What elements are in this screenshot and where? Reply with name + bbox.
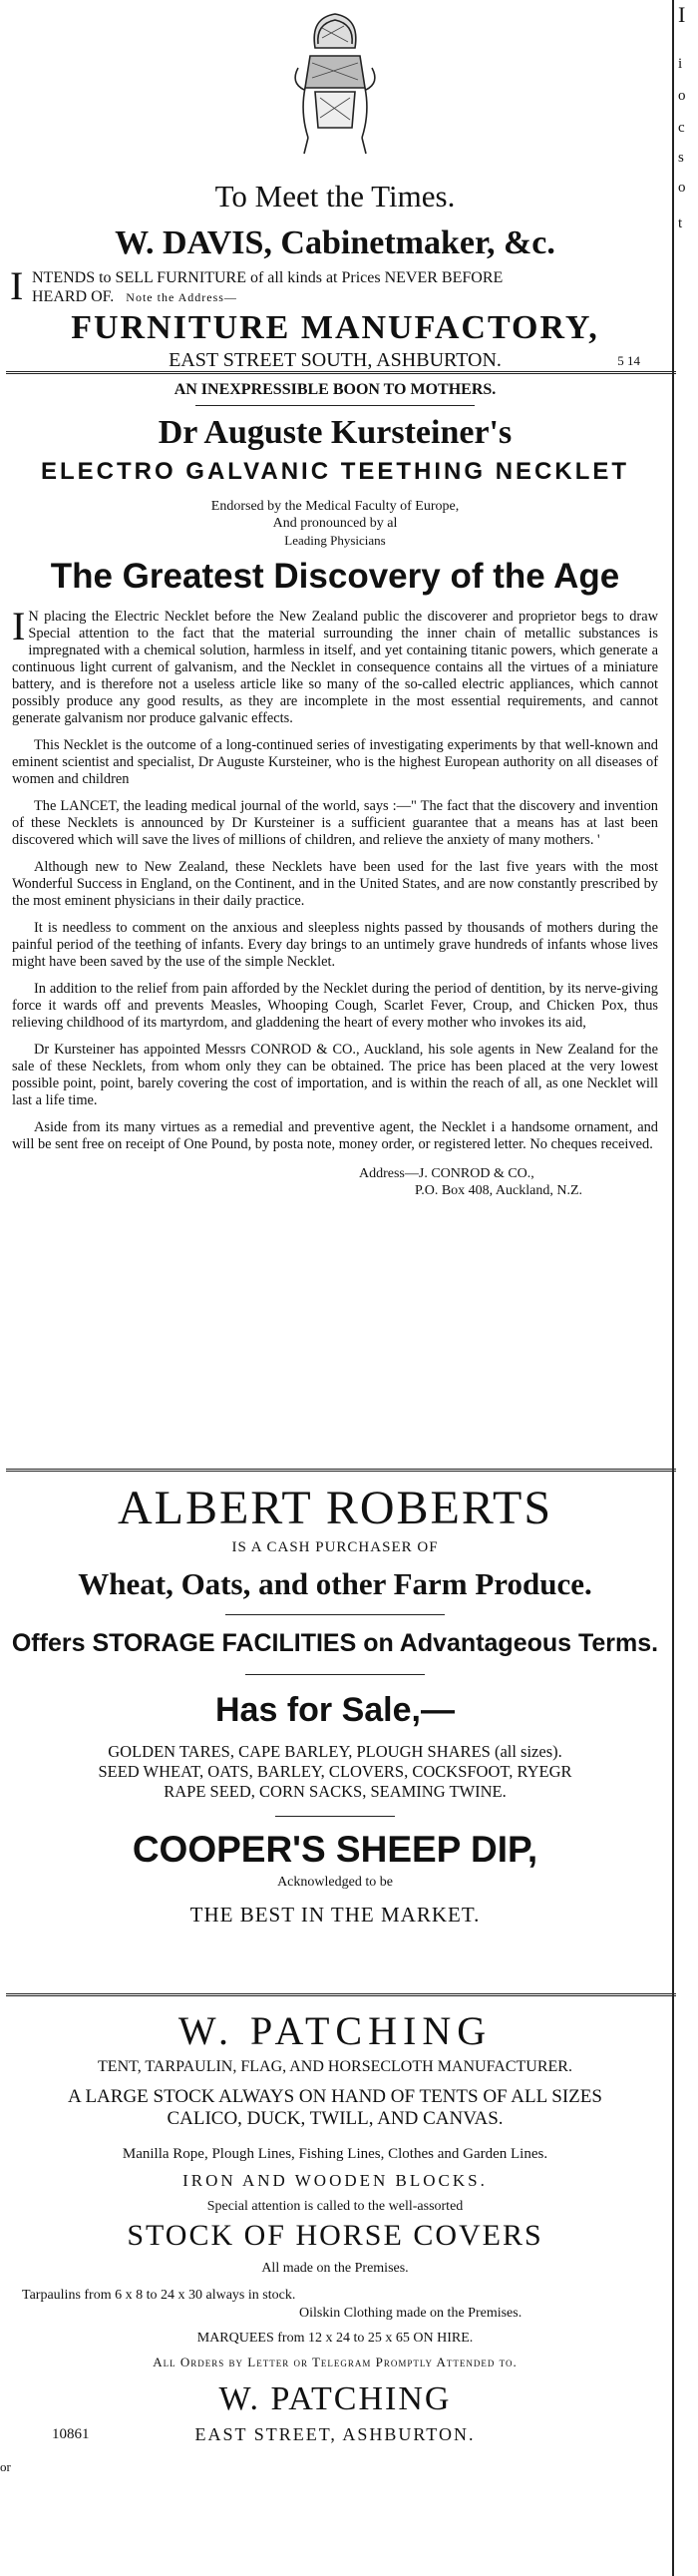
- necklet-doctor: Dr Auguste Kursteiner's: [158, 414, 513, 451]
- patching-orders: All Orders by Letter or Telegram Promptly Attended to.: [153, 2355, 518, 2369]
- necklet-advert: [0, 381, 670, 1199]
- divider: [6, 371, 676, 374]
- chair-illustration: [0, 8, 670, 163]
- davis-intends: I NTENDS to SELL FURNITURE of all kinds at Prices NEVER BEFORE HEARD OF. Note the Address—: [14, 268, 656, 307]
- small-divider: [245, 1674, 425, 1675]
- roberts-ack: Acknowledged to be: [277, 1875, 393, 1890]
- necklet-boon: AN INEXPRESSIBLE BOON TO MOTHERS.: [174, 381, 497, 398]
- patching-tarpaulins: Tarpaulins from 6 x 8 to 24 x 30 always in stock.: [22, 2288, 296, 2303]
- davis-address: EAST STREET SOUTH, ASHBURTON.: [169, 349, 502, 371]
- patching-stock-1: A LARGE STOCK ALWAYS ON HAND OF TENTS OF ALL SIZES: [68, 2086, 602, 2107]
- patching-name-2: W. PATCHING: [218, 2380, 452, 2417]
- roberts-advert: [0, 1481, 670, 1928]
- patching-covers: STOCK OF HORSE COVERS: [127, 2219, 543, 2252]
- patching-made: All made on the Premises.: [261, 2261, 409, 2276]
- edge-fragment: s: [678, 150, 684, 166]
- necklet-paragraph-3: The LANCET, the leading medical journal of the world, says :—" The fact that the discovery and invention of these Necklets is announced by Dr Kursteiner is a sufficient guarantee that a means has at last been discovered which will save the lives of millions of children, and relieve the anxiety of many mothers. ': [12, 798, 658, 848]
- edge-fragment: t: [678, 215, 683, 231]
- davis-code: 5 14: [617, 353, 640, 368]
- patching-trade: TENT, TARPAULIN, FLAG, AND HORSECLOTH MANUFACTURER.: [98, 2058, 572, 2075]
- patching-special: Special attention is called to the well-assorted: [206, 2199, 464, 2214]
- davis-heard: HEARD OF.: [32, 288, 115, 305]
- necklet-paragraph-2: This Necklet is the outcome of a long-continued series of investigating experiments by that well-known and eminent scientist and specialist, Dr Auguste Kursteiner, who is the highest European authority on all diseases of women and children: [12, 737, 658, 787]
- patching-advert: [0, 2007, 670, 2450]
- necklet-paragraph-1: [12, 604, 658, 727]
- patching-rope: Manilla Rope, Plough Lines, Fishing Lines, Clothes and Garden Lines.: [122, 2146, 548, 2162]
- patching-street: EAST STREET, ASHBURTON.: [194, 2424, 476, 2444]
- patching-stock-2: CALICO, DUCK, TWILL, AND CANVAS.: [167, 2108, 504, 2129]
- patching-number: 10861: [52, 2426, 90, 2442]
- edge-fragment: I: [678, 2, 686, 27]
- davis-name: W. DAVIS, Cabinetmaker, &c.: [115, 224, 555, 261]
- small-divider: [225, 1614, 445, 1615]
- necklet-paragraph-4: Although new to New Zealand, these Necklets have been used for the last five years with the most Wonderful Success in England, on the Continent, and in the United States, and are now constantly prescribed by the most eminent physicians in their daily practice.: [12, 859, 658, 909]
- necklet-product: ELECTRO GALVANIC TEETHING NECKLET: [40, 458, 630, 485]
- patching-blocks: IRON AND WOODEN BLOCKS.: [182, 2171, 488, 2190]
- edge-fragment: o: [678, 88, 686, 104]
- patching-marquees: MARQUEES from 12 x 24 to 25 x 65 ON HIRE.: [196, 2331, 474, 2346]
- small-divider: [275, 1816, 395, 1817]
- necklet-headline: The Greatest Discovery of the Age: [50, 557, 620, 596]
- edge-fragment-left: or: [0, 2459, 11, 2474]
- roberts-name: ALBERT ROBERTS: [117, 1482, 553, 1534]
- patching-name: W. PATCHING: [177, 2008, 493, 2053]
- necklet-endorsed-1: Endorsed by the Medical Faculty of Europe,: [210, 499, 460, 514]
- necklet-address-1: Address—J. CONROD & CO.,: [359, 1166, 534, 1181]
- column-divider: [672, 0, 674, 2576]
- roberts-is: IS A CASH PURCHASER OF: [231, 1539, 439, 1555]
- davis-manufactory: FURNITURE MANUFACTORY,: [71, 309, 599, 346]
- necklet-endorsed-3: Leading Physicians: [284, 533, 386, 548]
- davis-note: Note the Address—: [126, 290, 237, 304]
- drop-cap: I: [12, 604, 26, 648]
- necklet-address-2: P.O. Box 408, Auckland, N.Z.: [415, 1183, 582, 1198]
- edge-fragment: o: [678, 180, 686, 196]
- roberts-sale: Has for Sale,—: [215, 1691, 455, 1729]
- necklet-endorsed-2: And pronounced by al: [272, 516, 398, 531]
- roberts-best: THE BEST IN THE MARKET.: [189, 1903, 481, 1927]
- necklet-paragraph-5: It is needless to comment on the anxious and sleepless nights passed by thousands of mothers during the painful period of the teething of infants. Every day brings to an untimely grave hundreds of infants whose lives might have been saved by the use of the simple Necklet.: [12, 920, 658, 970]
- patching-oilskin: Oilskin Clothing made on the Premises.: [299, 2306, 523, 2321]
- roberts-dip: COOPER'S SHEEP DIP,: [132, 1829, 538, 1870]
- davis-advert: [0, 8, 670, 372]
- divider: [6, 1469, 676, 1472]
- edge-fragment: i: [678, 56, 683, 72]
- roberts-list-1: GOLDEN TARES, CAPE BARLEY, PLOUGH SHARES (all sizes).: [108, 1742, 562, 1761]
- necklet-paragraph-6: In addition to the relief from pain afforded by the Necklet during the period of dentition, by its nerve-giving force it wards off and prevents Measles, Whooping Cough, Scarlet Fever, Croup, and Chicken Pox, thus relieving childhood of its martyrdom, and gladdening the heart of every mother who invokes its aid,: [12, 981, 658, 1031]
- small-divider: [195, 405, 475, 406]
- edge-fragment: c: [678, 120, 685, 136]
- necklet-paragraph-7: Dr Kursteiner has appointed Messrs CONROD & CO., Auckland, his sole agents in New Zealand for the sale of these Necklets, from whom only they can be obtained. The price has been placed at the very lowest possible point, point, barely covering the cost of importation, and is within the reach of all, as one Necklet will last a life time.: [12, 1042, 658, 1108]
- roberts-list-2: SEED WHEAT, OATS, BARLEY, CLOVERS, COCKSFOOT, RYEGR: [98, 1762, 572, 1781]
- necklet-paragraph-8: Aside from its many virtues as a remedial and preventive agent, the Necklet i a handsome ornament, and will be sent free on receipt of One Pound, by posta note, money order, or registered letter. No cheques received.: [12, 1119, 658, 1152]
- davis-heading: To Meet the Times.: [214, 179, 456, 214]
- necklet-p1-text: N placing the Electric Necklet before the New Zealand public the discoverer and proprietor begs to draw Special attention to the fact that the material surrounding the inner chain of metallic substances is impregnated with a chemical solution, harmless in itself, and yet containing titanic powers, which generate a continuous light current of galvanism, and the Necklet in consequence contains all the virtues of a miniature battery, and is therefore not a useless article like so many of the so-called electric appliances, which cannot possibly produce any good results, as they are incomplete in the most essential requirements, and cannot generate galvanism nor produce galvanic effects.: [12, 609, 658, 726]
- roberts-produce: Wheat, Oats, and other Farm Produce.: [78, 1566, 592, 1601]
- adjacent-column-edge: [676, 0, 698, 2576]
- roberts-storage: Offers STORAGE FACILITIES on Advantageous Terms.: [11, 1629, 659, 1657]
- davis-intends-line: NTENDS to SELL FURNITURE of all kinds at Prices NEVER BEFORE: [32, 269, 504, 286]
- divider: [6, 1993, 676, 1996]
- roberts-list-3: RAPE SEED, CORN SACKS, SEAMING TWINE.: [164, 1782, 507, 1801]
